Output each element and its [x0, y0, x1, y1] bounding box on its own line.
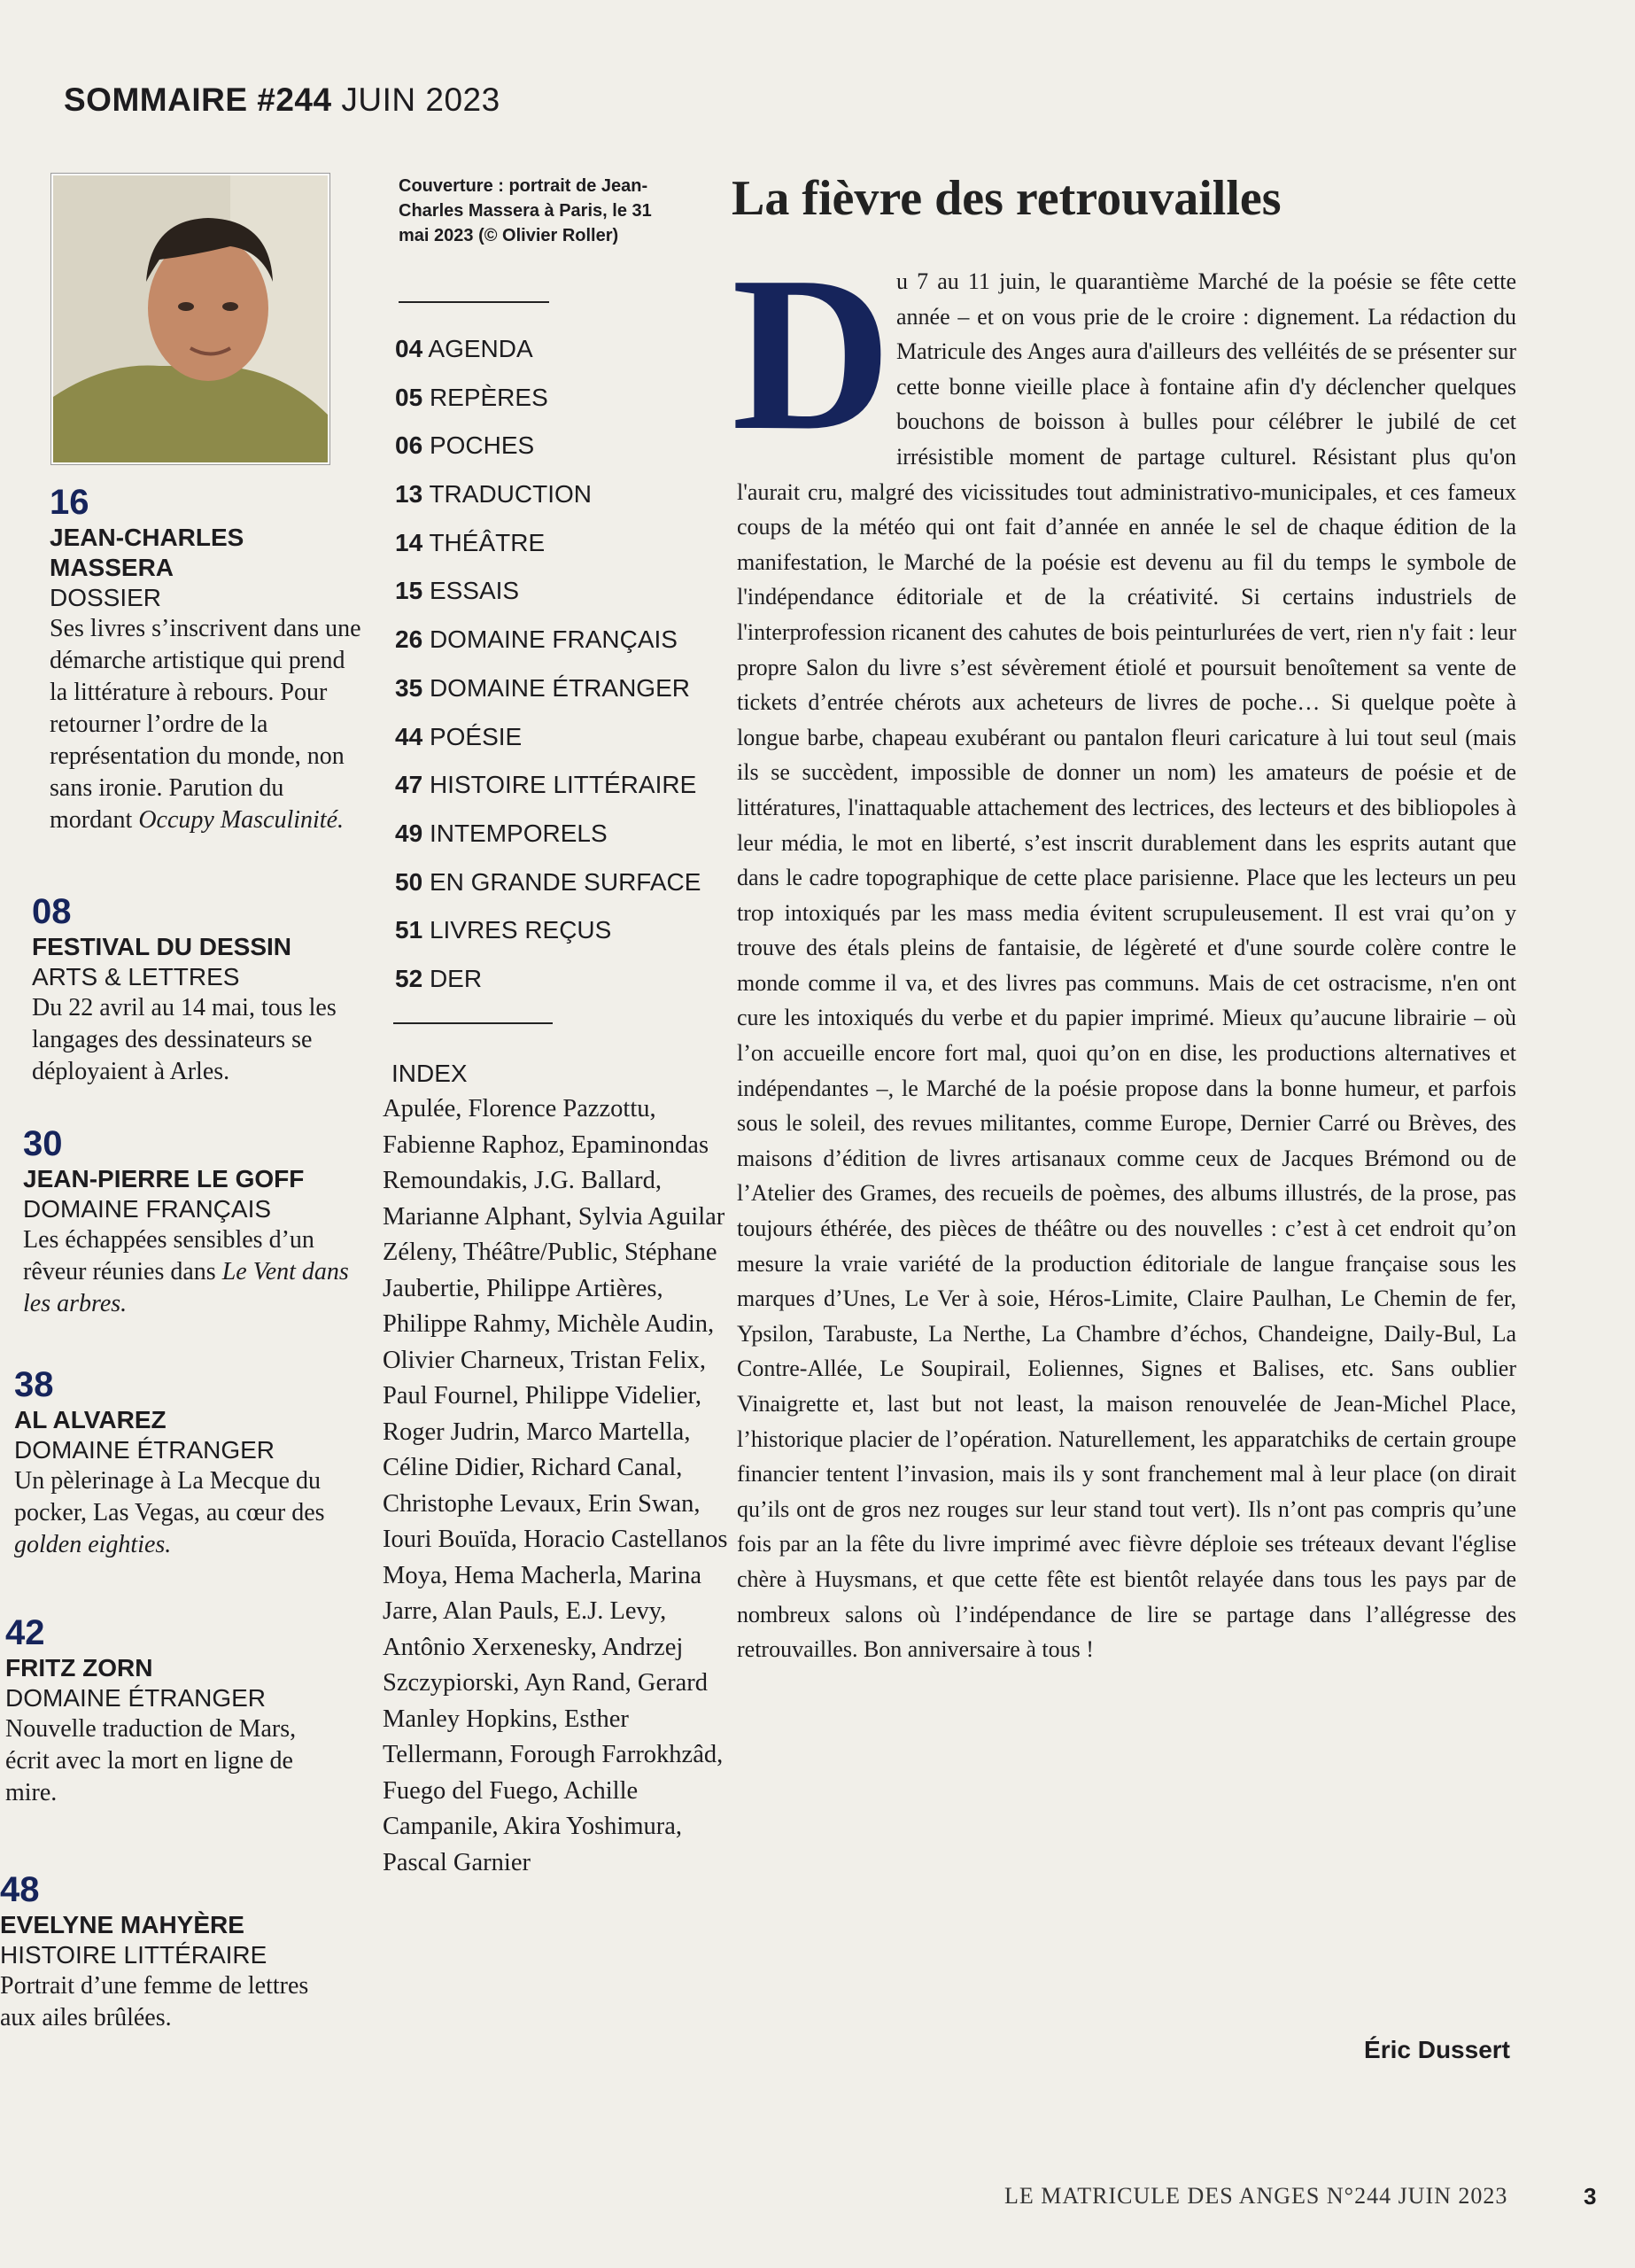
feature-entry-2[interactable] [32, 891, 368, 1088]
toc-item[interactable]: 05 REPÈRES [395, 383, 548, 411]
issue-header [64, 82, 500, 119]
feature-section: DOMAINE FRANÇAIS [23, 1195, 272, 1223]
feature-name: JEAN-PIERRE LE GOFF [23, 1165, 305, 1192]
index-names: Apulée, Florence Pazzottu, Fabienne Raphoz, Epaminondas Remoundakis, J.G. Ballard, Marianne Alphant, Sylvia Aguilar Zéleny, Théâtre/Public, Stéphane Jaubertie, Philippe Artières, Philippe Rahmy, Michèle Audin, Olivier Charneux, Tristan Felix, Paul Fournel, Philippe Videlier, Roger Judrin, Marco Martella, Céline Didier, Richard Canal, Christophe Levaux, Erin Swan, Iouri Bouïda, Horacio Castellanos Moya, Hema Macherla, Marina Jarre, Alan Pauls, E.J. Levy, Antônio Xerxenesky, Andrzej Szczypiorski, Ayn Rand, Gerard Manley Hopkins, Esther Tellermann, Forough Farrokhzâd, Fuego del Fuego, Achille Campanile, Akira Yoshimura, Pascal Garnier [383, 1095, 728, 1876]
feature-section: DOMAINE ÉTRANGER [14, 1436, 275, 1464]
toc-item[interactable]: 51 LIVRES REÇUS [395, 916, 612, 944]
sommaire-label: SOMMAIRE #244 [64, 82, 332, 118]
feature-entry-5[interactable] [5, 1612, 342, 1809]
toc-item[interactable]: 44 POÉSIE [395, 722, 523, 750]
cover-caption: Couverture : portrait de Jean-Charles Massera à Paris, le 31 mai 2023 (© Olivier Roller) [399, 176, 652, 245]
drop-cap-spacer [737, 264, 896, 448]
feature-entry-4[interactable] [14, 1364, 351, 1561]
toc-item[interactable]: 49 INTEMPORELS [395, 819, 608, 847]
index-label: INDEX [391, 1060, 468, 1087]
toc-item[interactable]: 52 DER [395, 964, 483, 992]
toc-item[interactable]: 26 DOMAINE FRANÇAIS [395, 625, 678, 654]
article-author: Éric Dussert [1364, 2036, 1510, 2063]
table-of-contents [395, 331, 714, 1010]
toc-item[interactable]: 35 DOMAINE ÉTRANGER [395, 673, 690, 702]
toc-item[interactable]: 15 ESSAIS [395, 577, 520, 605]
feature-entry-3[interactable] [23, 1123, 360, 1320]
feature-page-number: 30 [23, 1124, 63, 1163]
feature-page-number: 48 [0, 1870, 40, 1909]
article-body-text: u 7 au 11 juin, le quarantième Marché de la poésie se fête cette année – et on vous prie de le croire : dignement. La rédaction du Matricule des Anges aura d'ailleurs des velléités de se présenter sur cette bonne vieille place à fontaine afin d'y déclencher quelques bouchons de boisson à bulles pour célébrer le jubilé de cet irrésistible moment de partage culturel. Résistant plus qu'on l'aurait cru, malgré des vicissitudes tout administrativo-municipales, et ces fameux coups de la météo qui ont fait d’année en année le sel de chaque édition de la manifestation, le Marché de la poésie est devenu au fil du temps le symbole de l'indépendance éditoriale et de la créativité. Si certains industriels de l'interprofession ricanent des cahutes de bois peinturlurées de vert, rien n'y fait : leur propre Salon du livre s’est sévèrement étiolé et poursuit benoîtement sa vente de tickets d’entrée chérots aux acheteurs de livres de poche… Si quelque poète à longue barbe, chapeau exubérant ou pantalon fleuri caricature à lui tout seul (mais ils se succèdent, impossible de donner un nom) les amateurs de poésie et de littératures, l'inattaquable attachement des lectrices, des lecteurs et des bibliopoles à leur média, le mot en liberté, s’est inscrit durablement dans les esprits autant que dans le cadre topographique de cette place parisienne. Place que les lecteurs un peu trop intoxiqués par les mass media évitent scrupuleusement. Il est vrai qu’on y trouve des étals pleins de fantaisie, de légèreté et d'une sourde colère contre le monde comme il va, et des livres pas communs. Mais de cet ostracisme, n'en ont cure les intoxiqués du verbe et du papier imprimé. Mieux qu’aucune librairie – où l’on accueille encore fort mal, quoi qu’on en dise, les productions alternatives et indépendantes –, le Marché de la poésie propose dans la bonne humeur, et parfois sous le soleil, des revues militantes, comme Europe, Dernier Carré ou Brèves, des maisons d’édition de livres artisanaux comme ceux de Jacques Brémond ou de l’Atelier des Grames, des recueils de poèmes, des albums illustrés, de la prose, pas toujours éthérée, des pièces de théâtre ou des nouvelles : c’est à cet endroit qu’on mesure la vraie variété de la production éditoriale de langue française sous les marques d’Unes, Le Ver à soie, Héros-Limite, Claire Paulhan, Le Chemin de fer, Ypsilon, Tarabuste, La Nerthe, La Chambre d’échos, Chandeigne, Daily-Bul, La Contre-Allée, Le Soupirail, Eoliennes, Signes et Balises, etc. Sans oublier Vinaigrette et, last but not least, la maison renouvelée de Jean-Michel Place, l’historique placier de l’opération. Naturellement, les apparatchiks de certain groupe financier tentent l’invasion, mais ils y sont franchement mal à leur place (on dirait qu’ils ont de gros nez rouges sur leur stand tout vert). Ils n’ont pas compris qu’une fois par an la fête du livre imprimé avec fièvre déploie ses tréteaux devant l'église chère à Huysmans, et que cette fête est bientôt relayée dans tous les pays par de nombreux salons où l’indépendance de lire se partage dans l’allégresse des retrouvailles. Bon anniversaire à tous ! [737, 268, 1516, 1663]
feature-entry-6[interactable] [0, 1869, 337, 2034]
feature-description: Portrait d’une femme de lettres aux ailes brûlées. [0, 1972, 309, 2031]
article-title: La fièvre des retrouvailles [732, 171, 1282, 226]
feature-name: FRITZ ZORN [5, 1654, 153, 1682]
feature-description: Nouvelle traduction de Mars, écrit avec la mort en ligne de mire. [5, 1715, 297, 1806]
feature-name: JEAN-CHARLES MASSERA [50, 524, 244, 581]
toc-item[interactable]: 13 TRADUCTION [395, 480, 592, 509]
running-footer: LE MATRICULE DES ANGES N°244 JUIN 2023 [1004, 2183, 1508, 2209]
toc-item[interactable]: 47 HISTOIRE LITTÉRAIRE [395, 771, 697, 799]
feature-description: Les échappées sensibles d’un rêveur réunies dans Le Vent dans les arbres. [23, 1226, 349, 1317]
feature-description: Un pèlerinage à La Mecque du pocker, Las Vegas, au cœur des golden eighties. [14, 1467, 325, 1558]
drop-cap: D [732, 231, 892, 477]
article-body [737, 264, 1516, 1667]
toc-item[interactable]: 06 POCHES [395, 431, 535, 460]
feature-name: FESTIVAL DU DESSIN [32, 933, 292, 960]
portrait-illustration [53, 175, 328, 462]
feature-section: ARTS & LETTRES [32, 963, 240, 990]
feature-page-number: 42 [5, 1613, 45, 1652]
divider [393, 1022, 553, 1024]
cover-portrait-photo [51, 174, 329, 464]
toc-item[interactable]: 14 THÉÂTRE [395, 528, 546, 556]
page-number: 3 [1584, 2183, 1597, 2210]
feature-section: DOMAINE ÉTRANGER [5, 1684, 267, 1712]
toc-item[interactable]: 04 AGENDA [395, 335, 533, 362]
toc-item[interactable]: 50 EN GRANDE SURFACE [395, 867, 701, 896]
feature-page-number: 38 [14, 1365, 54, 1404]
issue-date: JUIN 2023 [341, 82, 500, 118]
feature-page-number: 08 [32, 892, 72, 931]
feature-description: Du 22 avril au 14 mai, tous les langages des dessinateurs se déployaient à Arles. [32, 994, 337, 1085]
feature-section: HISTOIRE LITTÉRAIRE [0, 1941, 267, 1969]
feature-page-number: 16 [50, 483, 89, 522]
feature-entry-1[interactable] [50, 482, 368, 836]
divider [399, 301, 549, 303]
feature-section: DOSSIER [50, 584, 162, 611]
feature-name: EVELYNE MAHYÈRE [0, 1911, 244, 1938]
feature-name: AL ALVAREZ [14, 1406, 167, 1433]
feature-description: Ses livres s’inscrivent dans une démarche artistique qui prend la littérature à rebours. Pour retourner l’ordre de la représentation du monde, non sans ironie. Parution du mordant Occupy Masculinité. [50, 615, 361, 834]
